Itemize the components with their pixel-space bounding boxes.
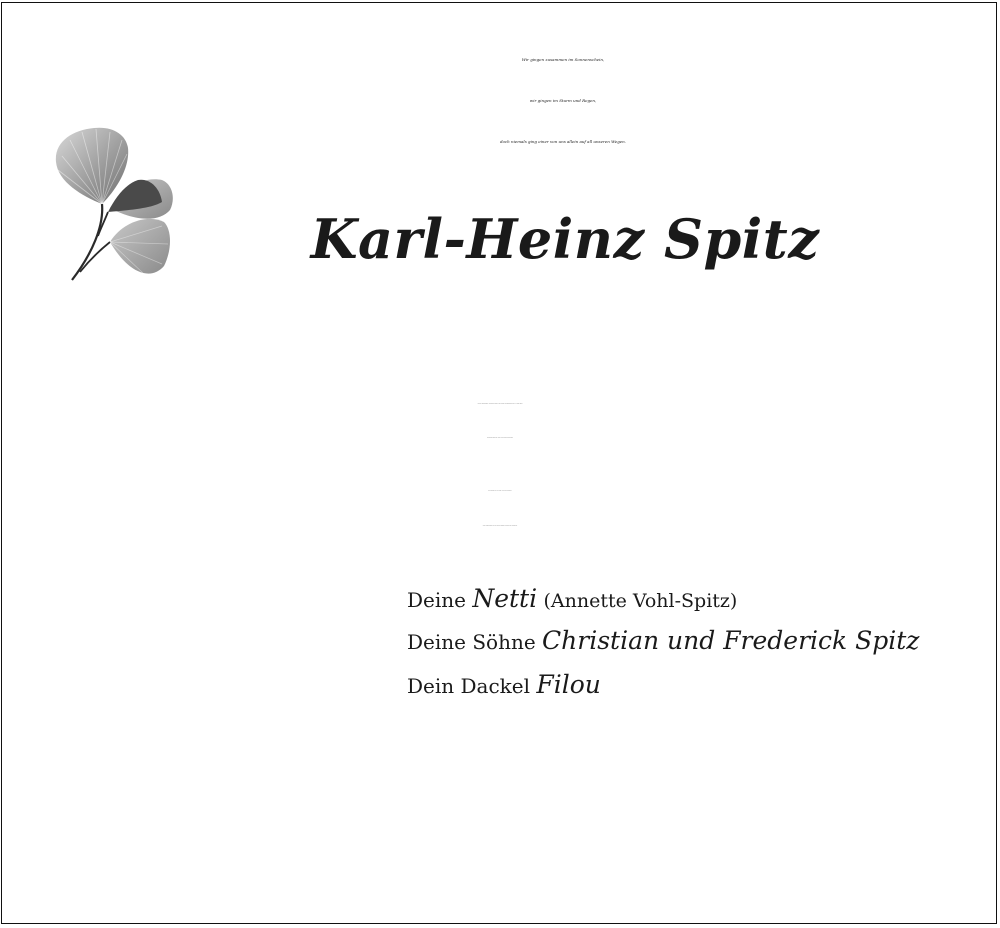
message-line-4: Deine wunderbare Art wird uns für immer begleiten und verbinden.: [482, 526, 518, 527]
poem-line-2: wir gingen im Sturm und Regen,: [529, 98, 597, 103]
poem-line-1: Wir gingen zusammen im Sonnenschein,: [521, 57, 605, 62]
closing-note: [0, 861, 1000, 887]
signature-row: [407, 584, 737, 616]
signature-row: [407, 626, 919, 657]
deceased-dates: [130, 326, 990, 352]
signature-name: Filou: [536, 670, 601, 699]
ceremony-line-1: [0, 736, 1000, 762]
message-line-2: in meinen Armen zu Ende bis wir uns wiedersehen.: [486, 438, 514, 439]
message-line-3: Wir danken Dir für Deine Liebe und Fürsorge.: [488, 491, 512, 492]
signature-prefix: Deine Söhne: [407, 630, 536, 654]
signature-prefix: Deine: [407, 588, 466, 612]
deceased-roles: [130, 291, 990, 317]
signature-name: Christian und Frederick Spitz: [542, 626, 920, 655]
signature-suffix: (Annette Vohl-Spitz): [543, 590, 738, 612]
message-line-1: Unsere gemeinsame Lebensreise ging in den frühen Morgenstunden des 3. Januar 2025: [477, 404, 523, 405]
deceased-name: Karl-Heinz Spitz: [310, 207, 820, 271]
signature-name: Netti: [472, 584, 538, 613]
signature-row: [407, 670, 601, 701]
signature-prefix: Dein Dackel: [407, 674, 531, 698]
ceremony-line-3: [0, 812, 1000, 838]
ceremony-line-2: [0, 774, 1000, 800]
poem-line-3: doch niemals ging einer von uns allein auf all unseren Wegen.: [499, 139, 627, 144]
